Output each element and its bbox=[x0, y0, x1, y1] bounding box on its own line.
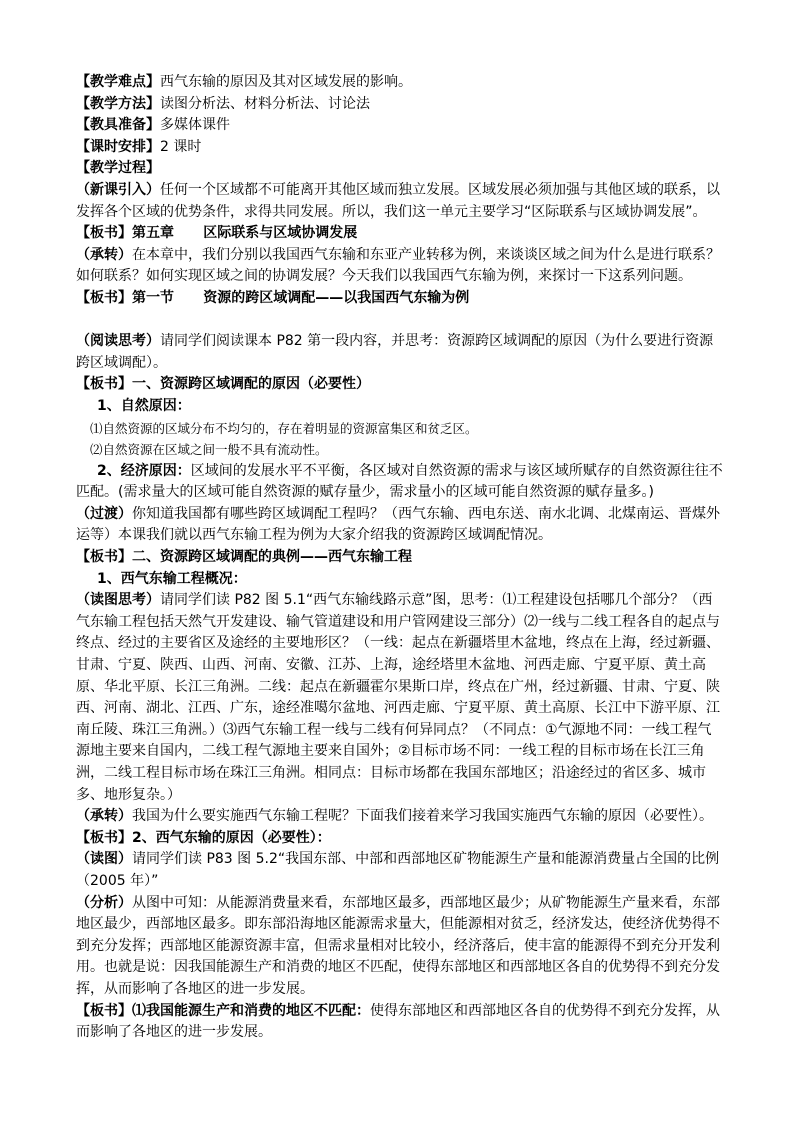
teaching-difficulty: 【教学难点】西气东输的原因及其对区域发展的影响。 bbox=[76, 74, 412, 90]
board-example: 【板书】二、资源跨区域调配的典例——西气东输工程 bbox=[76, 549, 412, 566]
board-causes: 【板书】2、西气东输的原因（必要性）： bbox=[76, 829, 331, 846]
transition-paragraph-3: （承转）我国为什么要实施西气东输工程呢？下面我们接着来学习我国实施西气东输的原因（必要性）。 bbox=[76, 808, 713, 825]
economic-reasons: 2、经济原因：区域间的发展水平不平衡，各区域对自然资源的需求与该区域所赋存的自然资源往往不匹配。(需求量大的区域可能自然资源的赋存量少，需求量小的区域可能自然资源的赋存量多。) bbox=[76, 462, 723, 501]
label: 【教学难点】 bbox=[76, 74, 160, 90]
natural-reason-2: ⑵自然资源在区域之间一般不具有流动性。 bbox=[90, 442, 328, 458]
board-reasons: 【板书】一、资源跨区域调配的原因（必要性） bbox=[76, 376, 370, 393]
reading-thinking-paragraph: （阅读思考）请同学们阅读课本 P82 第一段内容，并思考：资源跨区域调配的原因（为什么要进行资源跨区域调配）。 bbox=[76, 333, 714, 371]
board-mismatch: 【板书】⑴我国能源生产和消费的地区不匹配：使得东部地区和西部地区各自的优势得不到充分发挥，从而影响了各地区的进一步发展。 bbox=[76, 1002, 720, 1041]
natural-reasons-heading: 1、自然原因： bbox=[97, 397, 191, 414]
class-hours: 【课时安排】2 课时 bbox=[76, 138, 202, 155]
intro-paragraph: （新课引入）任何一个区域都不可能离开其他区域而独立发展。区域发展必须加强与其他区域的联系，以发挥各个区域的优势条件，求得共同发展。所以，我们这一单元主要学习“区际联系与区域协调发展”。 bbox=[76, 181, 720, 220]
transition-paragraph-1: （承转）在本章中，我们分别以我国西气东输和东亚产业转移为例，来谈谈区域之间为什么是进行联系？如何联系？如何实现区域之间的协调发展？今天我们以我国西气东输为例，来探讨一下这系列问题。 bbox=[76, 246, 720, 285]
read-figure-paragraph: （读图）请同学们读 P83 图 5.2“我国东部、中部和西部地区矿物能源生产量和能源消费量占全国的比例（2005 年）” bbox=[76, 851, 720, 889]
map-reading-paragraph: （读图思考）请同学们读 P82 图 5.1“西气东输线路示意”图，思考：⑴工程建设包括哪几个部分？（西气东输工程包括天然气开发建设、输气管道建设和用户管网建设三部分）⑵一线与二线工程各自的起点与终点、经过的主要省区及途经的主要地形区？（一线：起点在新疆塔里木盆地，终点在上海，经过新疆、甘肃、宁夏、陕西、山西、河南、安徽、江苏、上海，途经塔里木盆地、河西走廊、宁夏平原、黄土高原、华北平原、长江三角洲。二线：起点在新疆霍尔果斯口岸，终点在广州，经过新疆、甘肃、宁夏、陕西、河南、湖北、江西、广东，途经准噶尔盆地、河西走廊、宁夏平原、黄土高原、长江中下游平原、江南丘陵、珠江三角洲。）⑶西气东输工程一线与二线有何异同点？（不同点：①气源地不同：一线工程气源地主要来自国内，二线工程气源地主要来自国外；②目标市场不同：一线工程的目标市场在长江三角洲，二线工程目标市场在珠江三角洲。相同点：目标市场都在我国东部地区；沿途经过的省区多、城市多、地形复杂。） bbox=[76, 592, 720, 803]
teaching-process-heading: 【教学过程】 bbox=[76, 160, 160, 177]
natural-reason-1: ⑴自然资源的区域分布不均匀的，存在着明显的资源富集区和贫乏区。 bbox=[90, 420, 478, 436]
analysis-paragraph: （分析）从图中可知：从能源消费量来看，东部地区最多，西部地区最少；从矿物能源生产量来看，东部地区最少，西部地区最多。即东部沿海地区能源需求量大，但能源相对贫乏，经济发达，使经济优势得不到充分发挥；西部地区能源资源丰富，但需求量相对比较小，经济落后，使丰富的能源得不到充分开发利用。也就是说：因我国能源生产和消费的地区不匹配，使得东部地区和西部地区各自的优势得不到充分发挥，从而影响了各地区的进一步发展。 bbox=[76, 894, 720, 997]
teaching-method: 【教学方法】读图分析法、材料分析法、讨论法 bbox=[76, 95, 370, 112]
board-chapter: 【板书】第五章 区际联系与区域协调发展 bbox=[76, 225, 358, 242]
board-section: 【板书】第一节 资源的跨区域调配——以我国西气东输为例 bbox=[76, 289, 470, 306]
project-overview-heading: 1、西气东输工程概况： bbox=[97, 570, 247, 587]
teaching-aids: 【教具准备】多媒体课件 bbox=[76, 117, 230, 134]
transition-paragraph-2: （过渡）你知道我国都有哪些跨区域调配工程吗？（西气东输、西电东送、南水北调、北煤南运、晋煤外运等）本课我们就以西气东输工程为例为大家介绍我的资源跨区域调配情况。 bbox=[76, 505, 720, 544]
